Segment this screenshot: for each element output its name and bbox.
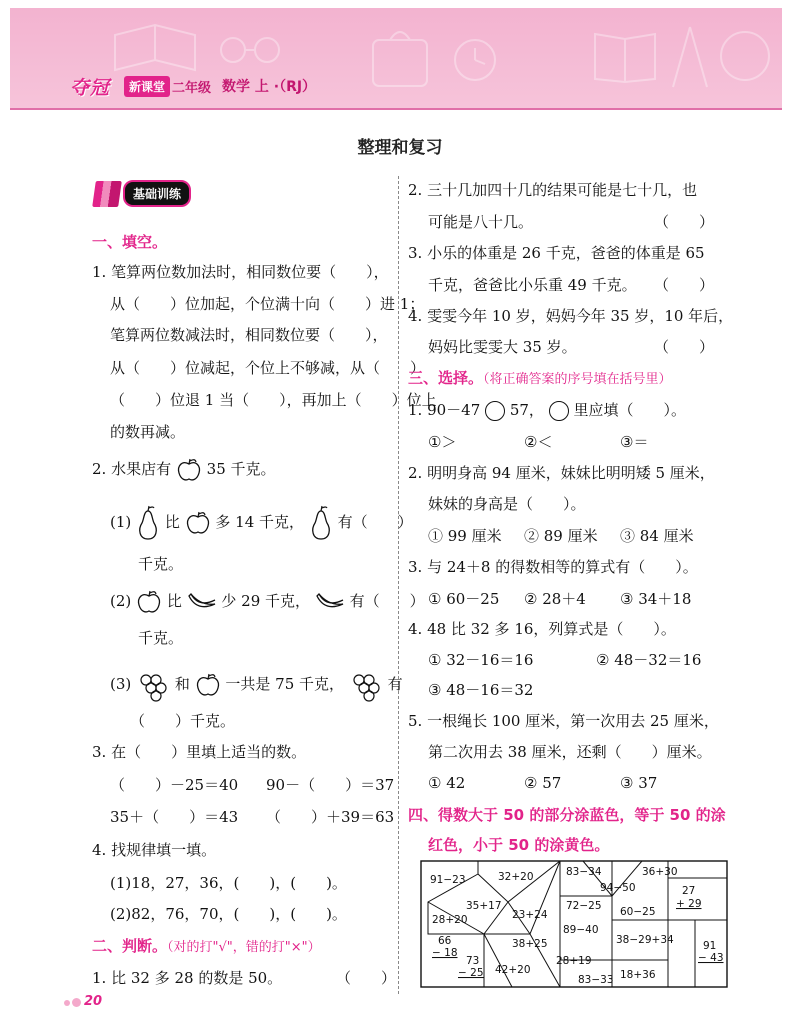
choice-1-stem bbox=[408, 400, 686, 421]
choice-5-opt-1: ① 42 bbox=[428, 774, 466, 792]
grapes-icon bbox=[349, 668, 383, 702]
choice-1-expr: 1. 90－47 bbox=[408, 401, 481, 419]
subject-label: 数学 上 ·（RJ） bbox=[222, 79, 317, 95]
choice-5-line-2: 第二次用去 38 厘米，还剩（ ）厘米。 bbox=[428, 743, 712, 761]
puzzle-cell: 27 bbox=[682, 885, 696, 897]
puzzle-cell: 32+20 bbox=[498, 871, 534, 883]
choice-4-opt-1: ① 32－16＝16 bbox=[428, 651, 534, 669]
judge-3-line-1: 3. 小乐的体重是 26 千克，爸爸的体重是 65 bbox=[408, 244, 705, 262]
puzzle-cell: 38+25 bbox=[512, 938, 548, 950]
puzzle-cell: 42+20 bbox=[495, 964, 531, 976]
q1-line-5: （ ）位退 1 当（ ），再加上（ ）位上 bbox=[110, 391, 437, 409]
choice-4-stem: 4. 48 比 32 多 16，列算式是（ ）。 bbox=[408, 620, 676, 638]
judge-2-line-1: 2. 三十几加四十几的结果可能是七十几，也 bbox=[408, 181, 698, 199]
q2-sub2-label: (2) bbox=[110, 592, 132, 610]
choice-3-opt-3: ③ 34＋18 bbox=[620, 590, 692, 608]
puzzle-cell: 94−50 bbox=[600, 882, 636, 894]
choice-1-value: 57， bbox=[509, 401, 544, 419]
compare-circle-icon bbox=[485, 401, 505, 421]
judge-3-line-2: 千克，爸爸比小乐重 49 千克。 bbox=[428, 276, 637, 294]
puzzle-cell: 35+17 bbox=[466, 900, 502, 912]
basic-training-badge bbox=[94, 180, 191, 207]
choice-5-opt-3: ③ 37 bbox=[620, 774, 658, 792]
judge-1-text: 1. 比 32 多 28 的数是 50。 bbox=[92, 969, 283, 987]
q2-stem-text: 2. 水果店有 bbox=[92, 460, 172, 478]
judge-4-paren: （ ） bbox=[654, 338, 715, 356]
q2-sub3 bbox=[110, 668, 403, 702]
banner-rule bbox=[10, 108, 782, 110]
notebook-sketch-icon bbox=[590, 24, 660, 84]
q3-eq-1: （ ）－25＝40 bbox=[110, 776, 239, 794]
puzzle-cell: 28+20 bbox=[432, 914, 468, 926]
q2-stem bbox=[92, 458, 276, 482]
q2-sub3-and: 和 bbox=[174, 675, 190, 693]
puzzle-cell: 89−40 bbox=[563, 924, 599, 936]
choice-2-line-1: 2. 明明身高 94 厘米，妹妹比明明矮 5 厘米， bbox=[408, 464, 715, 482]
q2-stem-weight: 35 千克。 bbox=[206, 460, 276, 478]
q3-eq-2: 90－（ ）＝37 bbox=[266, 776, 395, 794]
choice-5-opt-2: ② 57 bbox=[524, 774, 562, 792]
banana-icon bbox=[187, 590, 217, 614]
q1-line-3: 笔算两位数减法时，相同数位要（ ）， bbox=[110, 326, 388, 344]
puzzle-cell: 83−33 bbox=[578, 974, 614, 986]
puzzle-cell: 23+24 bbox=[512, 909, 548, 921]
q2-sub1-compare: 比 bbox=[164, 513, 180, 531]
book-sketch-icon bbox=[110, 20, 200, 80]
judge-2-paren: （ ） bbox=[654, 213, 715, 231]
page-number: 20 bbox=[84, 994, 103, 1009]
choice-3-opt-1: ① 60－25 bbox=[428, 590, 500, 608]
choice-1-opt-3: ③＝ bbox=[620, 433, 649, 451]
clock-sketch-icon bbox=[445, 28, 505, 88]
pear-icon bbox=[136, 505, 160, 541]
bag-sketch-icon bbox=[365, 22, 435, 92]
puzzle-cell: − 25 bbox=[458, 967, 484, 979]
q2-sub3-answer: （ ）千克。 bbox=[130, 712, 236, 730]
section-coloring-line-1: 四、得数大于 50 的部分涂蓝色，等于 50 的涂 bbox=[408, 806, 726, 824]
choice-2-opt-1: ① 99 厘米 bbox=[428, 527, 502, 545]
compass-sketch-icon bbox=[665, 22, 715, 92]
grade-label: 二年级 bbox=[172, 81, 212, 96]
q2-sub1 bbox=[110, 505, 413, 541]
grapes-icon bbox=[136, 668, 170, 702]
judge-4-line-1: 4. 雯雯今年 10 岁，妈妈今年 35 岁，10 年后， bbox=[408, 307, 734, 325]
section-choice-note: （将正确答案的序号填在括号里） bbox=[483, 372, 672, 387]
section-choice-label: 三、选择。 bbox=[408, 369, 484, 387]
q2-sub2-compare: 比 bbox=[166, 592, 182, 610]
puzzle-cell: 60−25 bbox=[620, 906, 656, 918]
q2-sub1-answer: 有（ ） bbox=[337, 513, 413, 531]
choice-3-stem: 3. 与 24＋8 的得数相等的算式有（ ）。 bbox=[408, 558, 698, 576]
apple-icon bbox=[195, 673, 221, 697]
q2-sub3-label: (3) bbox=[110, 675, 132, 693]
q2-sub2 bbox=[110, 590, 425, 614]
apple-icon bbox=[185, 511, 211, 535]
page-title: 整理和复习 bbox=[357, 138, 443, 158]
choice-1-opt-1: ①＞ bbox=[428, 433, 457, 451]
puzzle-cell: 18+36 bbox=[620, 969, 656, 981]
footer-dot bbox=[64, 1000, 70, 1006]
puzzle-cell: 91−23 bbox=[430, 874, 466, 886]
choice-1-ask: 里应填（ ）。 bbox=[573, 401, 686, 419]
section-coloring-line-2: 红色，小于 50 的涂黄色。 bbox=[428, 836, 610, 854]
q1-line-4: 从（ ）位减起，个位上不够减，从（ ） bbox=[110, 359, 426, 377]
choice-3-opt-2: ② 28＋4 bbox=[524, 590, 586, 608]
puzzle-cell: 83−34 bbox=[566, 866, 602, 878]
apple-icon bbox=[176, 458, 202, 482]
compare-circle-icon bbox=[549, 401, 569, 421]
q3-stem: 3. 在（ ）里填上适当的数。 bbox=[92, 743, 307, 761]
q2-sub3-text: 一共是 75 千克， bbox=[225, 675, 345, 693]
q4-pattern-2: (2)82，76，70，( )，( )。 bbox=[110, 905, 347, 923]
q1-line-6: 的数再减。 bbox=[110, 423, 186, 441]
section-judge-title bbox=[92, 936, 321, 958]
banana-icon bbox=[315, 590, 345, 614]
puzzle-cell: 72−25 bbox=[566, 900, 602, 912]
judge-4-line-2: 妈妈比雯雯大 35 岁。 bbox=[428, 338, 577, 356]
choice-2-line-2: 妹妹的身高是（ ）。 bbox=[428, 495, 586, 513]
q4-stem: 4. 找规律填一填。 bbox=[92, 841, 217, 859]
coloring-puzzle bbox=[420, 860, 728, 988]
choice-2-opt-2: ② 89 厘米 bbox=[524, 527, 598, 545]
pear-icon bbox=[309, 505, 333, 541]
section-judge-label: 二、判断。 bbox=[92, 937, 168, 955]
q2-sub3-has: 有 bbox=[387, 675, 403, 693]
q2-sub2-unit: 千克。 bbox=[138, 629, 184, 647]
puzzle-cell: 91 bbox=[703, 940, 717, 952]
section-choice-title bbox=[408, 368, 672, 390]
badge-label: 基础训练 bbox=[123, 180, 191, 207]
q2-sub1-unit: 千克。 bbox=[138, 555, 184, 573]
puzzle-cell: − 43 bbox=[698, 952, 724, 964]
puzzle-cell: 38−29+34 bbox=[616, 934, 674, 946]
q1-line-2: 从（ ）位加起，个位满十向（ ）进 1； bbox=[110, 295, 425, 313]
section-fill-blanks-title: 一、填空。 bbox=[92, 233, 168, 251]
puzzle-cell: 66 bbox=[438, 935, 452, 947]
q3-eq-3: 35＋（ ）＝43 bbox=[110, 808, 239, 826]
glasses-sketch-icon bbox=[215, 28, 285, 68]
q2-sub2-text: 少 29 千克， bbox=[221, 592, 311, 610]
q2-sub1-label: (1) bbox=[110, 513, 132, 531]
judge-2-line-2: 可能是八十几。 bbox=[428, 213, 534, 231]
footer-dot bbox=[72, 998, 81, 1007]
books-icon bbox=[92, 181, 122, 207]
puzzle-cell: + 29 bbox=[676, 898, 702, 910]
choice-5-line-1: 5. 一根绳长 100 厘米，第一次用去 25 厘米， bbox=[408, 712, 719, 730]
choice-1-opt-2: ②＜ bbox=[524, 433, 553, 451]
choice-4-opt-2: ② 48－32＝16 bbox=[596, 651, 702, 669]
choice-2-opt-3: ③ 84 厘米 bbox=[620, 527, 694, 545]
puzzle-cell: − 18 bbox=[432, 947, 458, 959]
judge-3-paren: （ ） bbox=[654, 276, 715, 294]
puzzle-cell: 73 bbox=[466, 955, 480, 967]
section-judge-note: （对的打"√"，错的打"×"） bbox=[167, 940, 321, 955]
q4-pattern-1: (1)18，27，36，( )，( )。 bbox=[110, 874, 347, 892]
puzzle-cell: 28+19 bbox=[556, 955, 592, 967]
choice-4-opt-3: ③ 48－16＝32 bbox=[428, 681, 534, 699]
q2-sub1-text: 多 14 千克， bbox=[215, 513, 305, 531]
puzzle-cell: 36+30 bbox=[642, 866, 678, 878]
q2-sub2-answer: 有（ ） bbox=[349, 592, 425, 610]
q1-line-1: 1. 笔算两位数加法时，相同数位要（ ）， bbox=[92, 263, 389, 281]
brand-logo: 夺冠 bbox=[70, 77, 111, 99]
brand-badge: 新课堂 bbox=[124, 76, 170, 97]
apple-icon bbox=[136, 590, 162, 614]
globe-sketch-icon bbox=[715, 26, 775, 86]
q3-eq-4: （ ）＋39＝63 bbox=[266, 808, 395, 826]
judge-1-paren: （ ） bbox=[336, 969, 397, 987]
